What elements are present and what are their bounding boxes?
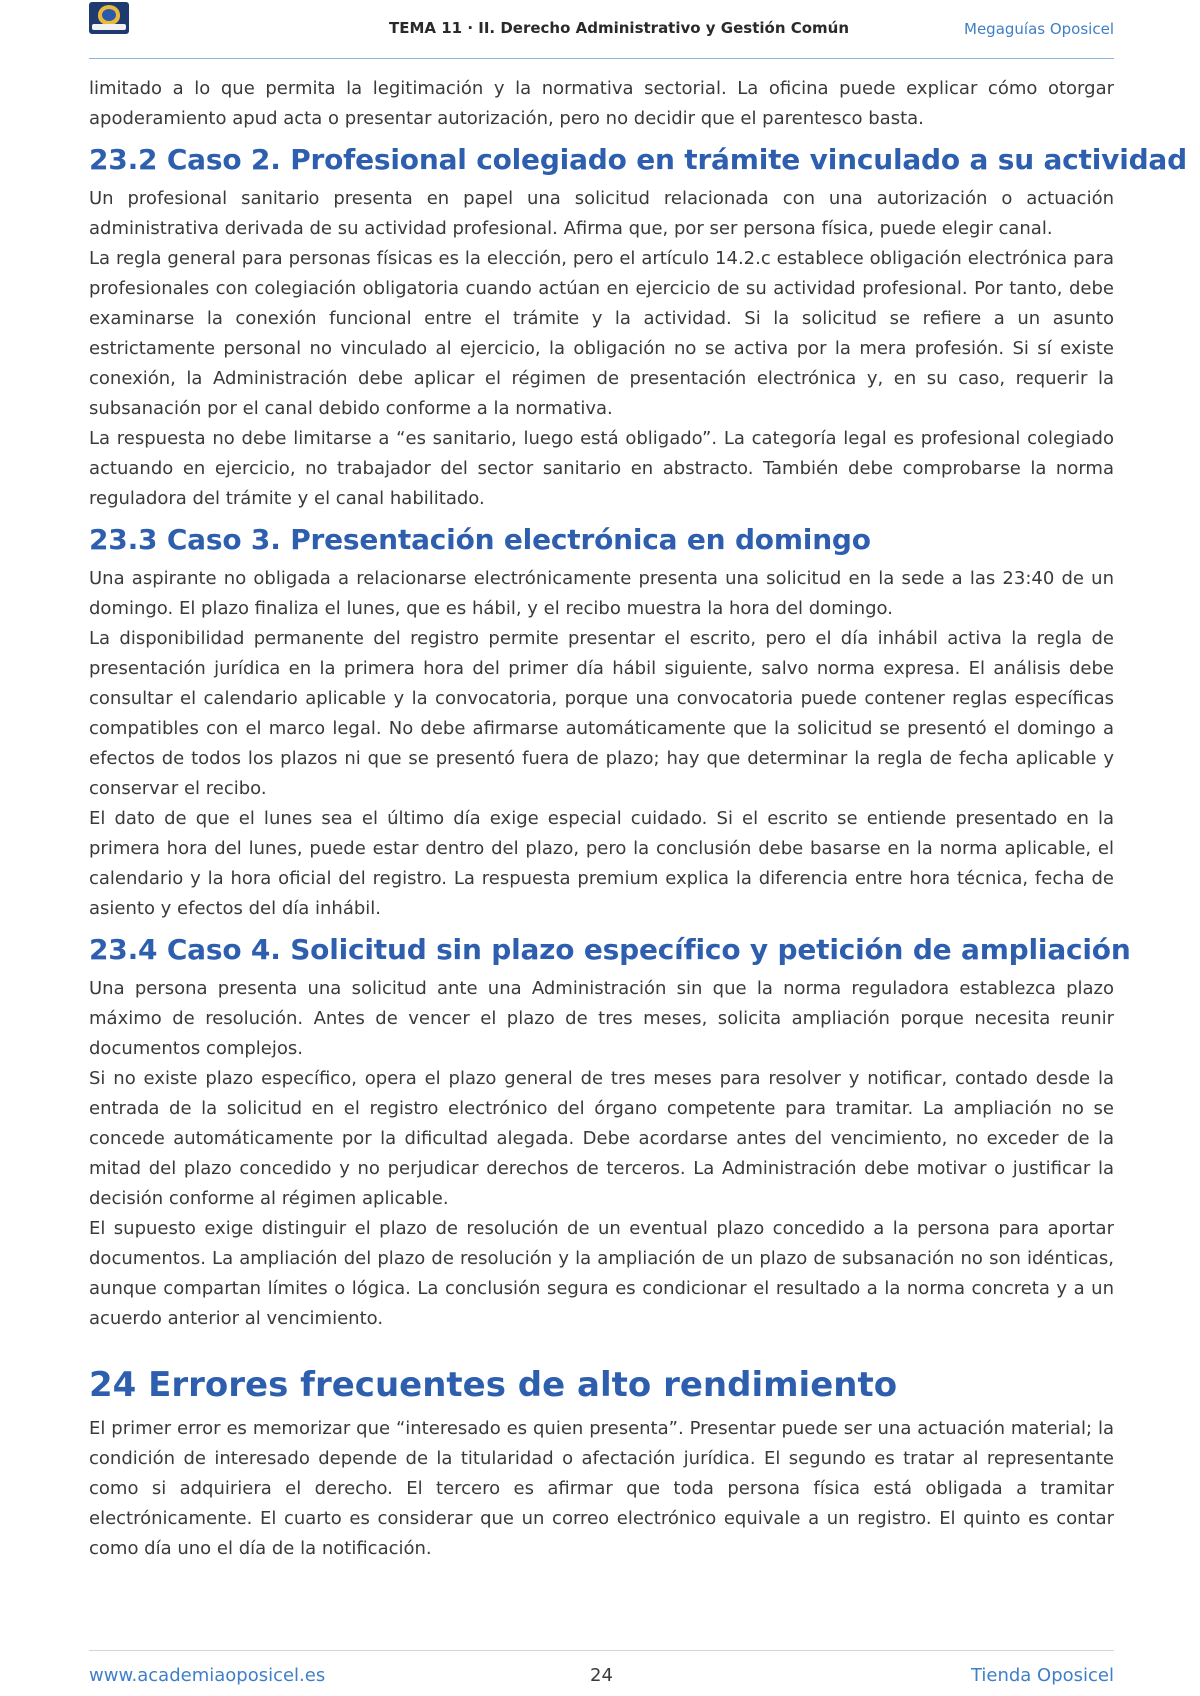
page-number: 24 [590, 1665, 613, 1686]
website-link[interactable]: www.academiaoposicel.es [89, 1665, 326, 1686]
section-heading-23-4: 23.4 Caso 4. Solicitud sin plazo específico y petición de ampliación [89, 933, 1131, 966]
ribbon-icon [92, 24, 126, 30]
intro-paragraph: limitado a lo que permita la legitimación y la normativa sectorial. La oficina puede explicar cómo otorgar apoderamiento apud acta o presentar autorización, pero no decidir que el parentesco basta. [89, 78, 1114, 129]
section-heading-23-2: 23.2 Caso 2. Profesional colegiado en trámite vinculado a su actividad [89, 143, 1187, 176]
section-heading-24: 24 Errores frecuentes de alto rendimiento [89, 1365, 898, 1405]
paragraph: Una aspirante no obligada a relacionarse electrónicamente presenta una solicitud en la sede a las 23:40 de un domingo. El plazo finaliza el lunes, que es hábil, y el recibo muestra la hora del domingo. [89, 568, 1114, 619]
paragraph: Una persona presenta una solicitud ante una Administración sin que la norma reguladora establezca plazo máximo de resolución. Antes de vencer el plazo de tres meses, solicita ampliación porque necesita reunir documentos complejos. [89, 978, 1114, 1059]
document-body [89, 74, 1187, 1564]
crest-center-icon [102, 9, 116, 21]
paragraph: El primer error es memorizar que “interesado es quien presenta”. Presentar puede ser una actuación material; la condición de interesado depende de la titularidad o afectación jurídica. El segundo es tratar al representante como si adquiriera el derecho. El tercero es afirmar que toda persona física está obligada a tramitar electrónicamente. El cuarto es considerar que un correo electrónico equivale a un registro. El quinto es contar como día uno el día de la notificación. [89, 1418, 1114, 1559]
paragraph: El dato de que el lunes sea el último día exige especial cuidado. Si el escrito se entiende presentado en la primera hora del lunes, puede estar dentro del plazo, pero la conclusión debe basarse en la norma aplicable, el calendario y la hora oficial del registro. La respuesta premium explica la diferencia entre hora técnica, fecha de asiento y efectos del día inhábil. [89, 808, 1114, 919]
store-link[interactable]: Tienda Oposicel [970, 1665, 1114, 1686]
header-brand: Megaguías Oposicel [964, 20, 1114, 38]
paragraph: La respuesta no debe limitarse a “es sanitario, luego está obligado”. La categoría legal es profesional colegiado actuando en ejercicio, no trabajador del sector sanitario en abstracto. También debe comprobarse la norma reguladora del trámite y el canal habilitado. [89, 428, 1114, 509]
page-header [89, 0, 1114, 59]
paragraph: La disponibilidad permanente del registro permite presentar el escrito, pero el día inhábil activa la regla de presentación jurídica en la primera hora del primer día hábil siguiente, salvo norma expresa. El análisis debe consultar el calendario aplicable y la convocatoria, porque una convocatoria puede contener reglas específicas compatibles con el marco legal. No debe afirmarse automáticamente que la solicitud se presentó el domingo a efectos de todos los plazos ni que se presentó fuera de plazo; hay que determinar la regla de fecha aplicable y conservar el recibo. [89, 628, 1114, 799]
paragraph: Un profesional sanitario presenta en papel una solicitud relacionada con una autorización o actuación administrativa derivada de su actividad profesional. Afirma que, por ser persona física, puede elegir canal. [89, 188, 1114, 239]
paragraph: Si no existe plazo específico, opera el plazo general de tres meses para resolver y notificar, contado desde la entrada de la solicitud en el registro electrónico del órgano competente para tramitar. La ampliación no se concede automáticamente por la dificultad alegada. Debe acordarse antes del vencimiento, no exceder de la mitad del plazo concedido y no perjudicar derechos de terceros. La Administración debe motivar o justificar la decisión conforme al régimen aplicable. [89, 1068, 1114, 1209]
oposicel-logo [89, 2, 129, 34]
section-heading-23-3: 23.3 Caso 3. Presentación electrónica en domingo [89, 523, 871, 556]
paragraph: La regla general para personas físicas es la elección, pero el artículo 14.2.c establece obligación electrónica para profesionales con colegiación obligatoria cuando actúan en ejercicio de su actividad profesional. Por tanto, debe examinarse la conexión funcional entre el trámite y la actividad. Si la solicitud se refiere a un asunto estrictamente personal no vinculado al ejercicio, la obligación no se activa por la mera profesión. Si sí existe conexión, la Administración debe aplicar el régimen de presentación electrónica y, en su caso, requerir la subsanación por el canal debido conforme a la normativa. [89, 248, 1114, 419]
header-title: TEMA 11 · II. Derecho Administrativo y Gestión Común [389, 19, 850, 37]
page-footer [89, 1650, 1114, 1691]
paragraph: El supuesto exige distinguir el plazo de resolución de un eventual plazo concedido a la persona para aportar documentos. La ampliación del plazo de resolución y la ampliación de un plazo de subsanación no son idénticas, aunque compartan límites o lógica. La conclusión segura es condicionar el resultado a la norma concreta y a un acuerdo anterior al vencimiento. [89, 1218, 1114, 1329]
